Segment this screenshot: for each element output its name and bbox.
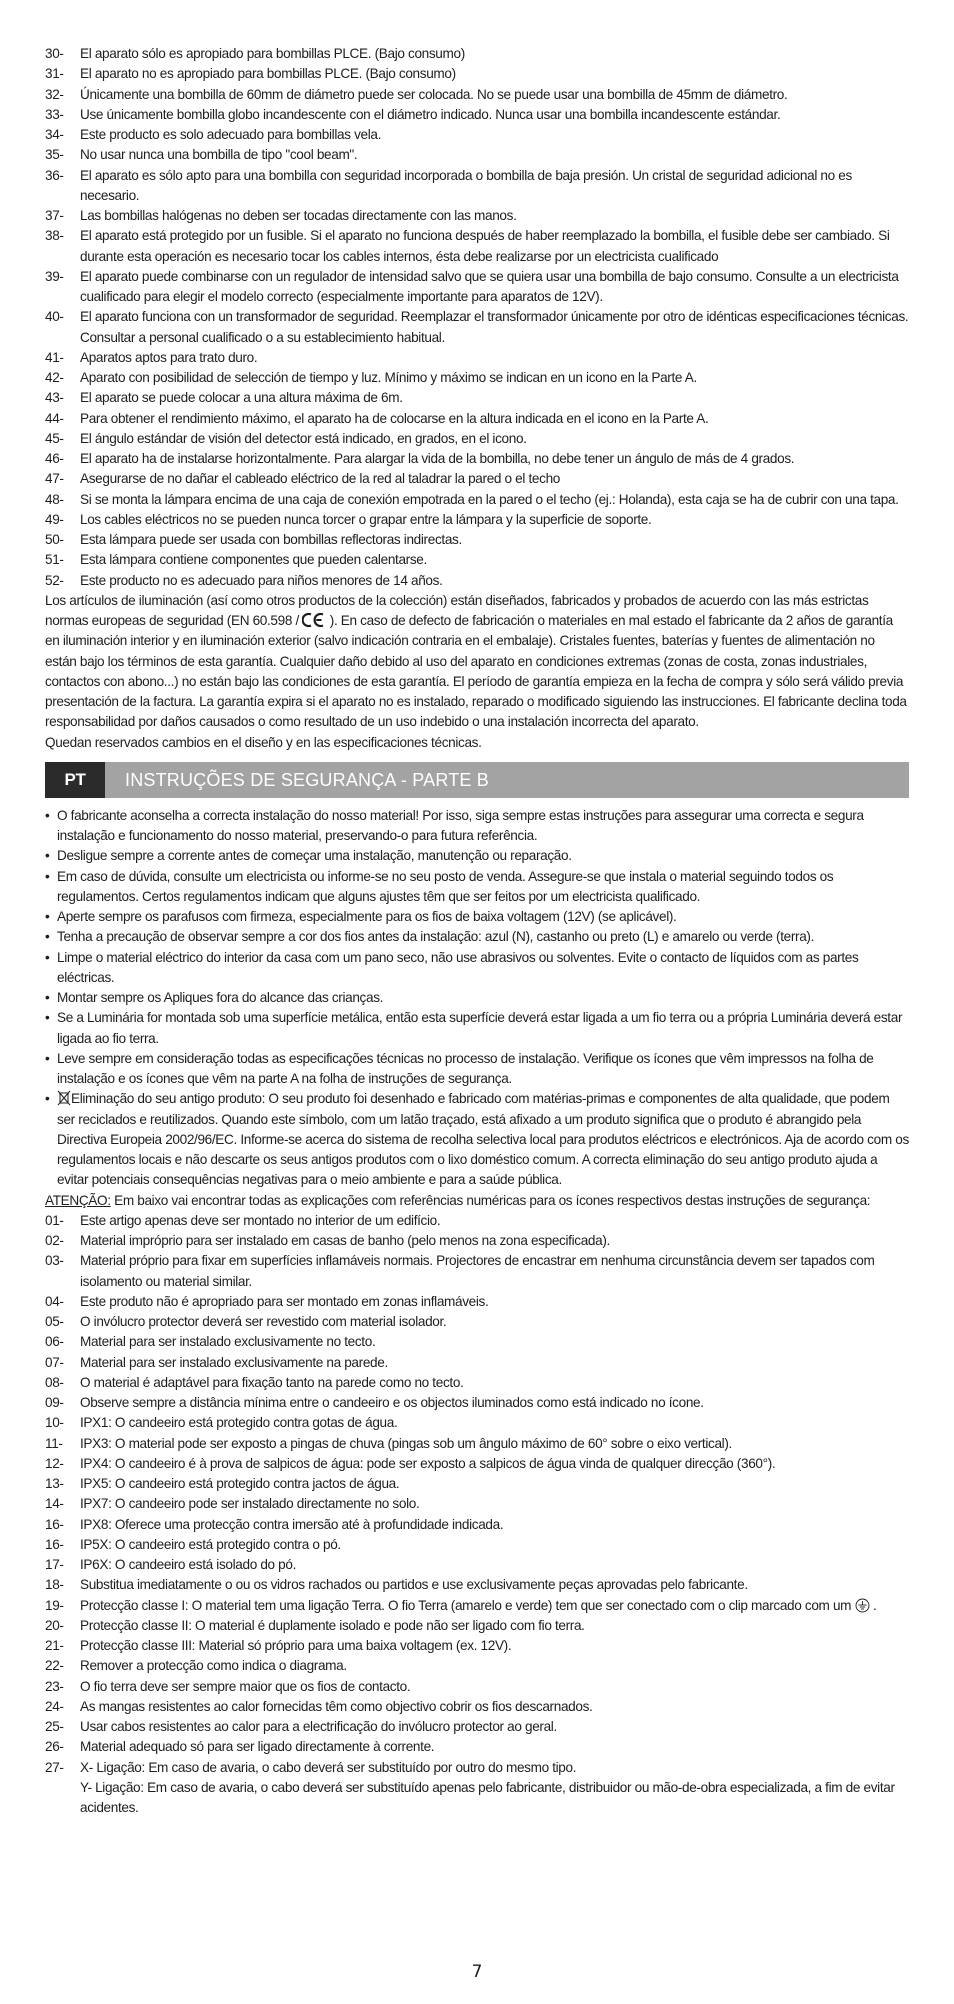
item-number: 48- <box>45 491 64 507</box>
bullet-dot: • <box>45 1010 50 1026</box>
pt-item <box>45 1616 909 1636</box>
item-number: 26- <box>45 1739 64 1755</box>
item-number: 30- <box>45 46 64 61</box>
pt-disposal-text: Eliminação do seu antigo produto: O seu produto foi desenhado e fabricado com matérias-primas e componentes de alta qualidade, que podem ser reciclados e reutilizados. Quando este símbolo, com um latão traçado, está afixado a um produto significa que o produto é abrangido pela Directiva Europeia 2002/96/EC. Informe-se acerca do sistema de recolha selectiva local para produtos eléctricos e electrónicos. Aja de acordo com os regulamentos locais e não descarte os seus antigos produtos com o lixo doméstico comum. A correcta eliminação do seu antigo produto ajuda a evitar potenciais consequências negativas para o meio ambiente e para a saúde pública. <box>57 1091 909 1188</box>
item-number: 31- <box>45 66 64 82</box>
es-item <box>45 348 909 368</box>
item-number: 41- <box>45 349 64 365</box>
pt-item <box>45 1575 909 1595</box>
item-text: IP5X: O candeeiro está protegido contra o pó. <box>80 1536 341 1552</box>
item-text: Esta lámpara contiene componentes que pueden calentarse. <box>80 552 427 568</box>
pt-attention-note <box>45 1191 909 1211</box>
item-number: 06- <box>45 1334 64 1350</box>
es-item <box>45 490 909 510</box>
bullet-dot: • <box>45 868 50 884</box>
item-number: 19- <box>45 1597 64 1613</box>
item-text: IPX8: Oferece uma protecção contra imersão até à profundidade indicada. <box>80 1516 504 1532</box>
pt-numbered-list <box>45 1211 909 1596</box>
item-text-end: . <box>869 1597 877 1613</box>
item-text: Usar cabos resistentes ao calor para a electrificação do invólucro protector ao geral. <box>80 1719 557 1734</box>
item-text: El aparato está protegido por un fusible. Si el aparato no funciona después de haber reemplazado la bombilla, el fusible debe ser cambiado. Si durante esta operación es necesario tocar los cables internos, ésta debe realizarse por un electricista cualificado <box>80 228 890 264</box>
bullet-text: Desligue sempre a corrente antes de começar uma instalação, manutenção ou reparação. <box>57 848 572 864</box>
es-item <box>45 571 909 591</box>
page-number: 7 <box>471 1962 483 1982</box>
es-item <box>45 145 909 165</box>
item-number: 34- <box>45 127 64 142</box>
item-text: Las bombillas halógenas no deben ser tocadas directamente con las manos. <box>80 208 517 223</box>
es-item <box>45 530 909 550</box>
item-text: Este producto no es adecuado para niños menores de 14 años. <box>80 572 443 588</box>
item-text: Los cables eléctricos no se pueden nunca torcer o grapar entre la lámpara y la superficie de soporte. <box>80 511 652 527</box>
es-item <box>45 429 909 449</box>
item-number: 02- <box>45 1233 64 1248</box>
bullet-text: Limpe o material eléctrico do interior da casa com um pano seco, não use abrasivos ou solventes. Evite o contacto de líquidos com as partes eléctricas. <box>57 949 859 985</box>
item-number: 45- <box>45 430 64 446</box>
item-number: 23- <box>45 1678 64 1694</box>
pt-numbered-list-continued <box>45 1616 909 1758</box>
es-item <box>45 267 909 308</box>
pt-item <box>45 1737 909 1757</box>
item-text: Observe sempre a distância mínima entre o candeeiro e os objectos iluminados como está indicado no ícone. <box>80 1395 704 1410</box>
item-number: 40- <box>45 309 64 325</box>
bullet-dot: • <box>45 929 50 945</box>
pt-bullet-item <box>45 806 909 847</box>
item-text: IPX4: O candeeiro é à prova de salpicos de água: pode ser exposto a salpicos de água vinda de qualquer direcção (360°). <box>80 1455 776 1471</box>
item-text: Si se monta la lámpara encima de una caja de conexión empotrada en la pared o el techo (ej.: Holanda), esta caja se ha de cubrir con una tapa. <box>80 491 899 507</box>
pt-item <box>45 1717 909 1737</box>
pt-bullet-item <box>45 1049 909 1090</box>
item-text: Material para ser instalado exclusivamente na parede. <box>80 1354 388 1370</box>
es-item <box>45 125 909 145</box>
item-text: Remover a protecção como indica o diagrama. <box>80 1658 347 1674</box>
pt-bullet-item <box>45 846 909 866</box>
item-number: 49- <box>45 511 64 527</box>
es-item <box>45 105 909 125</box>
item-text: Asegurarse de no dañar el cableado eléctrico de la red al taladrar la pared o el techo <box>80 471 560 487</box>
item-number: 11- <box>45 1435 63 1451</box>
es-item <box>45 85 909 105</box>
es-item <box>45 409 909 429</box>
item-text: Material para ser instalado exclusivamente no tecto. <box>80 1334 376 1350</box>
item-text: Aparato con posibilidad de selección de tiempo y luz. Mínimo y máximo se indican en un icono en la Parte A. <box>80 370 697 385</box>
crossed-bin-icon <box>57 1090 71 1106</box>
item-text: Protecção classe I: O material tem uma ligação Terra. O fio Terra (amarelo e verde) tem que ser conectado com o clip marcado com um <box>80 1597 852 1613</box>
item-number: 44- <box>45 410 64 426</box>
pt-item <box>45 1677 909 1697</box>
item-number: 18- <box>45 1577 64 1593</box>
item-text: El aparato sólo es apropiado para bombillas PLCE. (Bajo consumo) <box>80 46 465 61</box>
item-number: 24- <box>45 1698 64 1714</box>
pt-item <box>45 1292 909 1312</box>
pt-item <box>45 1454 909 1474</box>
item-text: Material próprio para fixar em superfícies inflamáveis normais. Projectores de encastrar em nenhuma circunstância devem ser tapados com isolamento ou material similar. <box>80 1253 875 1289</box>
item-27-x-connection: X- Ligação: Em caso de avaria, o cabo deverá ser substituído por outro do mesmo tipo. <box>80 1759 577 1775</box>
pt-item <box>45 1251 909 1292</box>
item-number: 01- <box>45 1212 64 1228</box>
bullet-text: Se a Luminária for montada sob uma superfície metálica, então esta superfície deverá estar ligada a um fio terra ou a própria Luminária deverá estar ligada ao fio terra. <box>57 1010 903 1046</box>
pt-item-27 <box>45 1758 909 1819</box>
item-number: 51- <box>45 552 64 568</box>
warranty-text-before: Los artículos de iluminación (así como otros productos de la colección) están diseñados, fabricados y probados de acuerdo con las más estrictas normas europeas de seguridad (EN 60.598 / <box>45 592 869 628</box>
pt-bullet-item <box>45 907 909 927</box>
item-text: Use únicamente bombilla globo incandescente con el diámetro indicado. Nunca usar una bombilla incandescente estándar. <box>80 106 781 122</box>
item-number: 36- <box>45 167 64 183</box>
item-text: Protecção classe III: Material só próprio para uma baixa voltagem (ex. 12V). <box>80 1638 512 1653</box>
item-number: 21- <box>45 1638 64 1653</box>
item-text: Únicamente una bombilla de 60mm de diámetro puede ser colocada. No se puede usar una bombilla de 45mm de diámetro. <box>80 86 788 102</box>
es-item <box>45 206 909 226</box>
pt-bullet-item <box>45 1008 909 1049</box>
es-item <box>45 449 909 469</box>
item-text: Este artigo apenas deve ser montado no interior de um edifício. <box>80 1212 441 1228</box>
item-text: IPX7: O candeeiro pode ser instalado directamente no solo. <box>80 1496 420 1512</box>
pt-item <box>45 1474 909 1494</box>
item-number: 17- <box>45 1557 64 1572</box>
item-number: 12- <box>45 1455 64 1471</box>
item-text: El aparato se puede colocar a una altura máxima de 6m. <box>80 390 403 406</box>
item-number: 37- <box>45 208 64 223</box>
item-number: 22- <box>45 1658 64 1674</box>
es-item <box>45 44 909 64</box>
item-number: 50- <box>45 532 64 547</box>
bullet-dot: • <box>45 807 50 823</box>
item-text: No usar nunca una bombilla de tipo "cool beam". <box>80 147 358 163</box>
bullet-text: Aperte sempre os parafusos com firmeza, especialmente para os fios de baixa voltagem (12V) (se aplicável). <box>57 909 677 924</box>
item-number: 05- <box>45 1314 64 1329</box>
es-item <box>45 307 909 348</box>
item-text: El aparato ha de instalarse horizontalmente. Para alargar la vida de la bombilla, no debe tener un ángulo de más de 4 grados. <box>80 451 795 466</box>
pt-item <box>45 1555 909 1575</box>
item-number: 32- <box>45 86 64 102</box>
item-text: Material impróprio para ser instalado em casas de banho (pelo menos na zona especificada). <box>80 1233 610 1248</box>
pt-section-title: INSTRUÇÕES DE SEGURANÇA - PARTE B <box>125 769 489 790</box>
warranty-text-after: ). En caso de defecto de fabricación o materiales en mal estado el fabricante da 2 años de garantía en iluminación interior y en iluminación exterior (salvo indicación contraria en el embalaje). Cristales fuentes, baterías y fuentes de alimentación no están bajo los términos de esta garantía. Cualquier daño debido al uso del aparato en condiciones extremas (zonas de costa, zonas industriales, contactos con abono...) no están bajo las condiciones de esta garantía. El período de garantía empieza en la fecha de compra y sólo será válido previa presentación de la factura. La garantía expira si el aparato no es instalado, reparado o modificado siguiendo las instrucciones. El fabricante declina toda responsabilidad por daños causados o como resultado de un uso indebido o una instalación incorrecta del aparato. <box>45 613 907 730</box>
item-number: 43- <box>45 390 64 406</box>
item-number: 25- <box>45 1719 64 1734</box>
item-text: O material é adaptável para fixação tanto na parede como no tecto. <box>80 1374 464 1390</box>
pt-item <box>45 1312 909 1332</box>
es-item <box>45 368 909 388</box>
item-text: IPX5: O candeeiro está protegido contra jactos de água. <box>80 1476 400 1491</box>
item-text: El aparato puede combinarse con un regulador de intensidad salvo que se quiera usar una bombilla de bajo consumo. Consulte a un electricista cualificado para elegir el modelo correcto (especialmente importante para aparatos de 12V). <box>80 268 899 304</box>
pt-item <box>45 1231 909 1251</box>
item-text: Para obtener el rendimiento máximo, el aparato ha de colocarse en la altura indicada en el icono en la Parte A. <box>80 410 709 426</box>
es-item <box>45 64 909 84</box>
bullet-text: Montar sempre os Apliques fora do alcance das crianças. <box>57 990 384 1005</box>
pt-attention-label: ATENÇÃO: <box>45 1192 111 1208</box>
item-text: Esta lámpara puede ser usada con bombillas reflectoras indirectas. <box>80 532 462 547</box>
item-text: Protecção classe II: O material é duplamente isolado e pode não ser ligado com fio terra. <box>80 1617 585 1633</box>
item-number: 04- <box>45 1293 64 1309</box>
item-number: 52- <box>45 572 64 588</box>
pt-item <box>45 1515 909 1535</box>
item-text: O fio terra deve ser sempre maior que os fios de contacto. <box>80 1678 411 1694</box>
es-item <box>45 226 909 267</box>
item-27-y-connection: Y- Ligação: Em caso de avaria, o cabo deverá ser substituído apenas pelo fabricante, distribuidor ou mão-de-obra especializada, a fim de evitar acidentes. <box>80 1779 895 1815</box>
item-number: 46- <box>45 451 64 466</box>
bullet-dot: • <box>45 990 50 1005</box>
item-number: 07- <box>45 1354 64 1370</box>
pt-item <box>45 1434 909 1454</box>
item-number: 39- <box>45 268 64 284</box>
es-numbered-list <box>45 44 909 591</box>
item-text: As mangas resistentes ao calor fornecidas têm como objectivo cobrir os fios descarnados. <box>80 1698 593 1714</box>
bullet-text: Tenha a precaução de observar sempre a cor dos fios antes da instalação: azul (N), castanho ou preto (L) e amarelo ou verde (terra). <box>57 929 815 945</box>
item-text: El ángulo estándar de visión del detector está indicado, en grados, en el icono. <box>80 430 527 446</box>
pt-item <box>45 1636 909 1656</box>
pt-bullet-item <box>45 948 909 989</box>
pt-bullet-item <box>45 988 909 1008</box>
earth-ground-icon <box>855 1598 870 1613</box>
pt-item <box>45 1211 909 1231</box>
item-text: Este produto não é apropriado para ser montado em zonas inflamáveis. <box>80 1293 489 1309</box>
pt-item <box>45 1697 909 1717</box>
item-number: 03- <box>45 1253 64 1269</box>
item-number: 47- <box>45 471 64 487</box>
es-item <box>45 166 909 207</box>
item-number: 38- <box>45 228 64 244</box>
es-item <box>45 469 909 489</box>
item-text: El aparato funciona con un transformador de seguridad. Reemplazar el transformador únicamente por otro de idénticas especificaciones técnicas. Consultar a personal cualificado o a su establecimiento habitual. <box>80 309 909 345</box>
item-text: El aparato no es apropiado para bombillas PLCE. (Bajo consumo) <box>80 66 456 82</box>
item-number: 14- <box>45 1496 64 1512</box>
pt-attention-text: Em baixo vai encontrar todas as explicações com referências numéricas para os ícones respectivos destas instruções de segurança: <box>110 1192 871 1208</box>
pt-item <box>45 1393 909 1413</box>
pt-section-header <box>45 762 909 798</box>
pt-item <box>45 1373 909 1393</box>
item-text: Substitua imediatamente o ou os vidros rachados ou partidos e use exclusivamente peças aprovadas pelo fabricante. <box>80 1577 748 1593</box>
bullet-dot: • <box>45 909 50 924</box>
item-number: 35- <box>45 147 64 163</box>
document-page <box>45 44 909 1818</box>
item-text: O invólucro protector deverá ser revestido com material isolador. <box>80 1314 447 1329</box>
es-item <box>45 550 909 570</box>
es-item <box>45 388 909 408</box>
bullet-text: O fabricante aconselha a correcta instalação do nosso material! Por isso, siga sempre estas instruções para assegurar uma correcta e segura instalação e funcionamento do nosso material, preservando-o para futura referência. <box>57 807 864 843</box>
pt-bullet-item <box>45 867 909 908</box>
item-number: 10- <box>45 1415 64 1431</box>
item-number: 08- <box>45 1374 64 1390</box>
pt-item <box>45 1413 909 1433</box>
item-number: 42- <box>45 370 64 385</box>
bullet-dot: • <box>45 848 50 864</box>
pt-item-19 <box>45 1596 909 1616</box>
pt-bullet-item <box>45 927 909 947</box>
bullet-dot: • <box>45 1091 50 1107</box>
pt-item <box>45 1656 909 1676</box>
item-number: 16- <box>45 1536 64 1552</box>
pt-item <box>45 1353 909 1373</box>
ce-mark-icon <box>302 612 326 628</box>
item-text: IP6X: O candeeiro está isolado do pó. <box>80 1557 297 1572</box>
item-number: 20- <box>45 1617 64 1633</box>
pt-language-code: PT <box>45 762 105 798</box>
item-text: IPX3: O material pode ser exposto a pingas de chuva (pingas sob um ângulo máximo de 60° sobre o eixo vertical). <box>80 1435 732 1451</box>
es-reserved-note: Quedan reservados cambios en el diseño y en las especificaciones técnicas. <box>45 734 482 750</box>
item-number: 13- <box>45 1476 64 1491</box>
item-number: 16- <box>45 1516 64 1532</box>
pt-item <box>45 1494 909 1514</box>
bullet-text: Em caso de dúvida, consulte um electricista ou informe-se no seu posto de venda. Assegure-se que instala o material seguindo todos os regulamentos. Certos regulamentos indicam que alguns ajustes têm que ser feitos por um electricista qualificado. <box>57 868 834 904</box>
item-text: El aparato es sólo apto para una bombilla con seguridad incorporada o bombilla de baja presión. Un cristal de seguridad adicional no es necesario. <box>80 167 852 203</box>
pt-bullet-list <box>45 806 909 1090</box>
item-text: Aparatos aptos para trato duro. <box>80 349 258 365</box>
item-number: 33- <box>45 106 64 122</box>
bullet-dot: • <box>45 1050 50 1066</box>
item-text: IPX1: O candeeiro está protegido contra gotas de água. <box>80 1415 398 1431</box>
bullet-dot: • <box>45 949 50 965</box>
item-text: Este producto es solo adecuado para bombillas vela. <box>80 127 382 142</box>
item-number: 27- <box>45 1759 64 1775</box>
pt-item <box>45 1535 909 1555</box>
bullet-text: Leve sempre em consideração todas as especificações técnicas no processo de instalação. Verifique os ícones que vêm impressos na folha de instalação e os ícones que vêm na parte A na folha de instruções de segurança. <box>57 1050 874 1086</box>
item-text: Material adequado só para ser ligado directamente à corrente. <box>80 1739 435 1755</box>
pt-item <box>45 1332 909 1352</box>
item-number: 09- <box>45 1395 64 1410</box>
pt-disposal-bullet <box>45 1089 909 1190</box>
es-warranty-paragraph <box>45 591 909 733</box>
es-item <box>45 510 909 530</box>
